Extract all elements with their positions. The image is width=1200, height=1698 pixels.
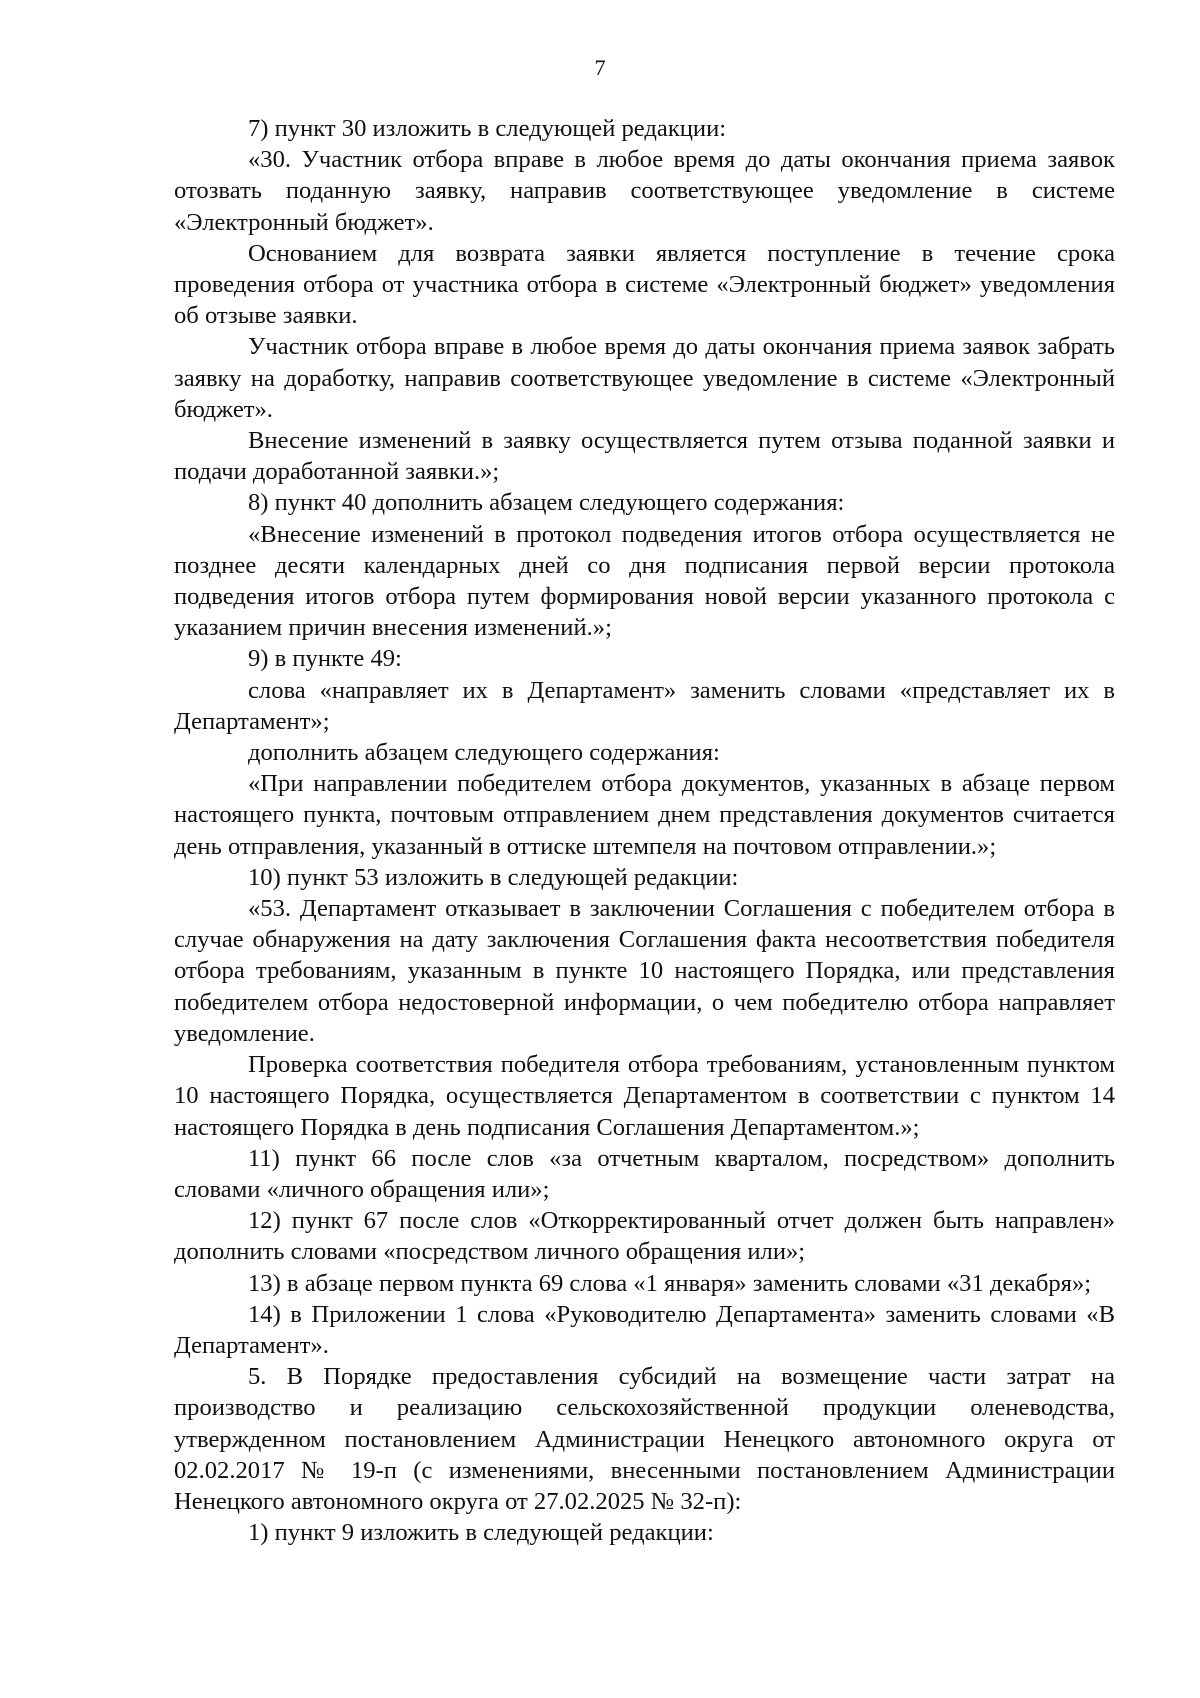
page-number: 7 bbox=[594, 55, 606, 80]
paragraph: дополнить абзацем следующего содержания: bbox=[248, 739, 720, 767]
paragraph: 9) в пункте 49: bbox=[248, 645, 402, 673]
paragraph: 12) пункт 67 после слов «Откорректированный отчет должен быть направлен» дополнить словами «посредством личного обращения или»; bbox=[174, 1207, 1115, 1266]
paragraph: «При направлении победителем отбора документов, указанных в абзаце первом настоящего пункта, почтовым отправлением днем представления документов считается день отправления, указанный в оттиске штемпеля на почтовом отправлении.»; bbox=[174, 770, 1115, 860]
paragraph: 14) в Приложении 1 слова «Руководителю Департамента» заменить словами «В Департамент». bbox=[174, 1300, 1115, 1359]
paragraph: 11) пункт 66 после слов «за отчетным кварталом, посредством» дополнить словами «личного обращения или»; bbox=[174, 1144, 1115, 1203]
paragraph: 10) пункт 53 изложить в следующей редакции: bbox=[248, 863, 739, 891]
paragraph: «Внесение изменений в протокол подведения итогов отбора осуществляется не позднее десяти календарных дней со дня подписания первой версии протокола подведения итогов отбора путем формирования новой версии указанного протокола с указанием причин внесения изменений.»; bbox=[174, 520, 1115, 642]
paragraph: «53. Департамент отказывает в заключении Соглашения с победителем отбора в случае обнаружения на дату заключения Соглашения факта несоответствия победителя отбора требованиям, указанным в пункте 10 настоящего Порядка, или представления победителем отбора недостоверной информации, о чем победителю отбора направляет уведомление. bbox=[174, 895, 1115, 1047]
paragraph: Внесение изменений в заявку осуществляется путем отзыва поданной заявки и подачи доработанной заявки.»; bbox=[174, 427, 1115, 486]
paragraph: 7) пункт 30 изложить в следующей редакции: bbox=[248, 115, 727, 142]
paragraph: 5. В Порядке предоставления субсидий на возмещение части затрат на производство и реализацию сельскохозяйственной продукции оленеводства, утвержденном постановлением Администрации Ненецкого автономного округа от 02.02.2017 № 19-п (с изменениями, внесенными постановлением Администрации Ненецкого автономного округа от 27.02.2025 № 32-п): bbox=[174, 1363, 1115, 1515]
paragraph: Участник отбора вправе в любое время до даты окончания приема заявок забрать заявку на доработку, направив соответствующее уведомление в системе «Электронный бюджет». bbox=[174, 333, 1115, 423]
paragraph: 8) пункт 40 дополнить абзацем следующего содержания: bbox=[248, 489, 845, 517]
paragraph: 1) пункт 9 изложить в следующей редакции: bbox=[248, 1519, 714, 1547]
document-body bbox=[174, 113, 1115, 1548]
paragraph: Основанием для возврата заявки является поступление в течение срока проведения отбора от участника отбора в системе «Электронный бюджет» уведомления об отзыве заявки. bbox=[174, 239, 1115, 330]
paragraph: «30. Участник отбора вправе в любое время до даты окончания приема заявок отозвать поданную заявку, направив соответствующее уведомление в системе «Электронный бюджет». bbox=[174, 146, 1115, 236]
paragraph: слова «направляет их в Департамент» заменить словами «представляет их в Департамент»; bbox=[174, 676, 1115, 735]
paragraph: Проверка соответствия победителя отбора требованиям, установленным пунктом 10 настоящего Порядка, осуществляется Департаментом в соответствии с пунктом 14 настоящего Порядка в день подписания Соглашения Департаментом.»; bbox=[174, 1051, 1115, 1141]
paragraph: 13) в абзаце первом пункта 69 слова «1 января» заменить словами «31 декабря»; bbox=[248, 1269, 1092, 1297]
